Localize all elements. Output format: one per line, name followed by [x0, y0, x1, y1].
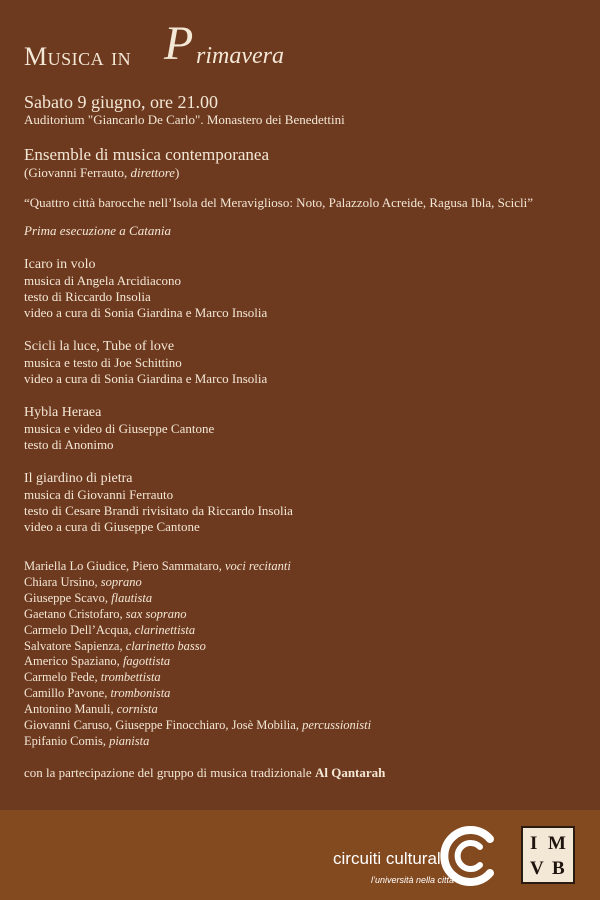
performer-line: [24, 654, 580, 670]
performers-list: [24, 559, 580, 750]
piece-credit-line: testo di Riccardo Insolia: [24, 289, 151, 304]
piece-block: [24, 404, 580, 453]
brand-name: circuiti culturali: [333, 849, 445, 868]
performer-line: [24, 639, 580, 655]
performer-line: [24, 718, 580, 734]
piece-credit-line: video a cura di Sonia Giardina e Marco Insolia: [24, 305, 268, 320]
piece-credit-line: musica e video di Giuseppe Cantone: [24, 421, 215, 436]
performer-names: Americo Spaziano,: [24, 654, 123, 669]
premiere-note: Prima esecuzione a Catania: [24, 223, 171, 238]
closing-text: con la partecipazione del gruppo di musica tradizionale: [24, 764, 315, 780]
piece-credit-line: video a cura di Sonia Giardina e Marco Insolia: [24, 371, 268, 386]
performer-names: Gaetano Cristofaro,: [24, 606, 126, 621]
performer-names: Giuseppe Scavo,: [24, 590, 112, 605]
performer-role: sax soprano: [125, 606, 187, 621]
performer-role: cornista: [116, 702, 158, 717]
performer-names: Salvatore Sapienza,: [24, 638, 126, 653]
performer-line: [24, 575, 580, 591]
event-venue: Auditorium "Giancarlo De Carlo". Monastero dei Benedettini: [24, 112, 345, 127]
piece-credit-line: testo di Anonimo: [24, 437, 114, 452]
piece-title: Hybla Heraea: [24, 405, 102, 420]
performer-line: [24, 670, 580, 686]
logo-letter-i: I: [530, 833, 538, 854]
performer-names: Mariella Lo Giudice, Piero Sammataro,: [24, 559, 225, 573]
performer-names: Chiara Ursino,: [24, 574, 101, 589]
logo-letter-b: B: [552, 858, 565, 879]
piece-title: Il giardino di pietra: [24, 471, 133, 486]
performer-role: pianista: [109, 733, 150, 748]
director-prefix: (Giovanni Ferrauto,: [24, 165, 131, 180]
footer-band: [0, 810, 600, 900]
performer-role: trombettista: [100, 670, 161, 685]
poster-content: [24, 18, 580, 781]
performer-line: [24, 734, 580, 750]
closing-note: [24, 765, 580, 781]
performer-role: trombonista: [110, 686, 171, 701]
closing-group-name: Al Qantarah: [314, 764, 386, 780]
brand-tagline: l’università nella città: [371, 875, 455, 885]
performer-names: Epifanio Comis,: [24, 733, 110, 748]
piece-title: Scicli la luce, Tube of love: [24, 339, 175, 354]
performer-line: [24, 686, 580, 702]
piece-block: [24, 256, 580, 321]
logo-letter-v: V: [530, 858, 544, 879]
logo-letter-m: M: [548, 833, 566, 854]
ensemble-director: [24, 165, 580, 181]
performer-line: [24, 559, 580, 575]
performer-role: clarinetto basso: [125, 638, 206, 653]
piece-credit-line: musica di Angela Arcidiacono: [24, 273, 182, 288]
performer-role: flautista: [111, 590, 153, 605]
performer-names: Antonino Manuli,: [24, 702, 117, 717]
event-series-title: [24, 18, 580, 82]
performer-role: soprano: [100, 574, 142, 589]
performer-line: [24, 623, 580, 639]
pieces-list: [24, 256, 580, 535]
title-primavera-rest: rimavera: [196, 43, 284, 69]
performer-role: clarinettista: [134, 622, 196, 637]
performer-names: Camillo Pavone,: [24, 686, 111, 701]
piece-credit-line: musica di Giovanni Ferrauto: [24, 487, 174, 502]
program-title: “Quattro città barocche nell’Isola del Meraviglioso: Noto, Palazzolo Acreide, Ragusa Ibla, Scicli”: [24, 195, 533, 210]
performer-line: [24, 702, 580, 718]
event-date: Sabato 9 giugno, ore 21.00: [24, 92, 218, 112]
ensemble-name: Ensemble di musica contemporanea: [24, 145, 269, 164]
piece-credit-line: video a cura di Giuseppe Cantone: [24, 519, 200, 534]
performer-names: Carmelo Dell’Acqua,: [24, 622, 135, 637]
piece-title: Icaro in volo: [24, 257, 96, 272]
performer-names: Carmelo Fede,: [24, 670, 101, 685]
performer-names: Giovanni Caruso, Giuseppe Finocchiaro, Josè Mobilia,: [24, 718, 303, 733]
piece-credit-line: musica e testo di Joe Schittino: [24, 355, 182, 370]
performer-role: percussionisti: [302, 718, 372, 733]
circuiti-culturali-logo-icon: [438, 825, 502, 887]
performer-line: [24, 607, 580, 623]
title-script-initial: P: [164, 17, 194, 70]
performer-role: fagottista: [122, 654, 171, 669]
piece-credit-line: testo di Cesare Brandi rivisitato da Riccardo Insolia: [24, 503, 293, 518]
piece-block: [24, 470, 580, 535]
imvb-logo-icon: [521, 826, 575, 884]
piece-block: [24, 338, 580, 387]
director-role: direttore: [130, 165, 176, 180]
performer-line: [24, 591, 580, 607]
performer-role: voci recitanti: [224, 559, 291, 573]
title-musica-in: Musica in: [24, 42, 132, 71]
director-suffix: ): [175, 165, 180, 180]
